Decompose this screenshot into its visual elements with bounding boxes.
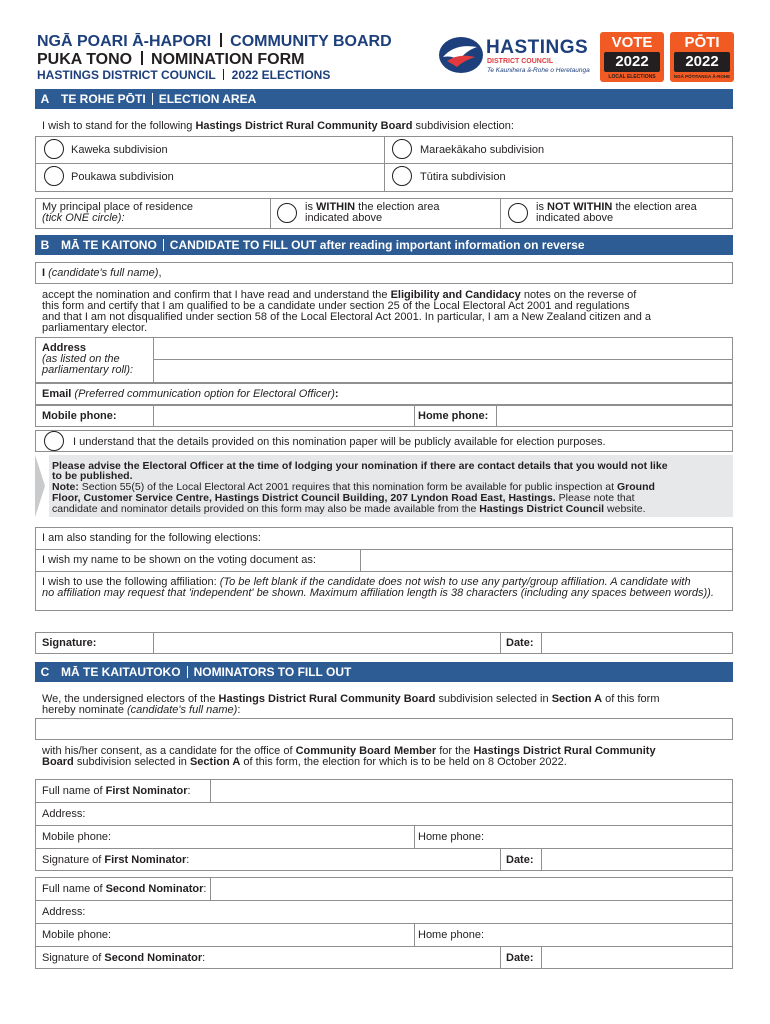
- second-nominator-home-label: Home phone:: [418, 929, 485, 941]
- first-nominator-home-label: Home phone:: [418, 831, 485, 843]
- poti-label: PŌTI: [684, 34, 720, 51]
- section-a-header: [35, 89, 733, 109]
- nominee-name-field[interactable]: [35, 718, 733, 740]
- second-nominator-address-field[interactable]: [100, 901, 732, 922]
- vote-caption: LOCAL ELECTIONS: [608, 74, 656, 80]
- tutira-label: Tūtira subdivision: [420, 171, 506, 183]
- residence-label: My principal place of residence: [42, 201, 194, 213]
- email-label: Email (Preferred communication option for Electoral Officer):: [42, 388, 339, 400]
- poukawa-radio[interactable]: [44, 166, 64, 186]
- section-c-letter: C: [40, 665, 50, 679]
- first-nominator-signature-label: Signature of First Nominator:: [42, 854, 190, 866]
- section-b-title-maori: MĀ TE KAITONO: [61, 238, 157, 252]
- public-consent-text: I understand that the details provided on this nomination paper will be publicly available for election purposes.: [73, 436, 606, 448]
- also-standing-field[interactable]: [300, 528, 732, 548]
- section-b-header: [35, 235, 733, 255]
- first-nominator-date-field[interactable]: [542, 849, 732, 870]
- second-nominator-mobile-label: Mobile phone:: [42, 929, 112, 941]
- subtitle-maori: PUKA TONO: [37, 51, 133, 68]
- note-line-2: Floor, Customer Service Centre, Hastings District Council Building, 207 Lyndon Road East, Hastings. Please note that: [52, 492, 635, 504]
- first-nominator-home-field[interactable]: [496, 826, 732, 847]
- note-line-1: Note: Section 55(5) of the Local Electoral Act 2001 requires that this nomination form be available for public inspection at Ground: [52, 481, 655, 493]
- second-nominator-date-label: Date:: [506, 952, 534, 964]
- first-nominator-name-field[interactable]: [211, 780, 732, 801]
- first-nominator-date-label: Date:: [506, 854, 534, 866]
- kaweka-radio[interactable]: [44, 139, 64, 159]
- council-line: [37, 68, 330, 82]
- accept-line-2: this form and certify that I am qualified to be a candidate under section 25 of the Local Electoral Act 2001 and regulations: [42, 300, 630, 312]
- second-nominator-name-label: Full name of Second Nominator:: [42, 883, 207, 895]
- section-a-title-maori: TE ROHE PŌTI: [61, 92, 146, 106]
- kaweka-label: Kaweka subdivision: [71, 144, 168, 156]
- section-a-title-english: ELECTION AREA: [158, 92, 257, 106]
- vote-badge: [600, 32, 664, 82]
- mobile-phone-field[interactable]: [154, 406, 414, 426]
- accept-line-4: parliamentary elector.: [42, 322, 148, 334]
- affiliation-hint: no affiliation may request that 'independent' be shown. Maximum affiliation length is 38 characters (including any spaces between words)).: [42, 587, 714, 599]
- first-nominator-address-field[interactable]: [100, 803, 732, 824]
- home-phone-field[interactable]: [497, 406, 732, 426]
- logo-name: HASTINGS: [486, 37, 589, 58]
- candidate-name-label: I (candidate's full name),: [42, 267, 162, 279]
- within-label: is WITHIN the election area: [305, 201, 440, 213]
- hastings-logo-icon: [437, 35, 487, 75]
- section-a-letter: A: [40, 92, 50, 106]
- section-c-title-maori: MĀ TE KAITAUTOKO: [61, 665, 181, 679]
- title-english: COMMUNITY BOARD: [230, 33, 392, 50]
- vote-label: VOTE: [611, 34, 653, 51]
- logo-sub: DISTRICT COUNCIL: [487, 58, 554, 65]
- second-nominator-signature-label: Signature of Second Nominator:: [42, 952, 206, 964]
- consent-line-2: Board subdivision selected in Section A of this form, the election for which is to be held on 8 October 2022.: [42, 756, 567, 768]
- name-shown-label: I wish my name to be shown on the voting document as:: [42, 554, 316, 566]
- section-b-title-english: CANDIDATE TO FILL OUT after reading important information on reverse: [169, 238, 585, 252]
- first-nominator-signature-field[interactable]: [211, 849, 500, 870]
- residence-hint: (tick ONE circle):: [42, 212, 125, 224]
- not-within-label-line2: indicated above: [536, 212, 614, 224]
- form-subtitle: [37, 51, 305, 69]
- second-nominator-date-field[interactable]: [542, 947, 732, 968]
- advise-arrow-icon: [35, 455, 49, 517]
- affiliation-label: I wish to use the following affiliation: (To be left blank if the candidate does not wish to use any party/group affiliation. A candidate with: [42, 576, 691, 588]
- name-shown-field[interactable]: [361, 550, 732, 570]
- advise-line-2: to be published.: [52, 470, 133, 482]
- section-a-intro: I wish to stand for the following Hastings District Rural Community Board subdivision election:: [42, 120, 514, 132]
- poti-badge: [670, 32, 734, 82]
- logo-tagline: Te Kaunihera ā-Rohe o Heretaunga: [487, 67, 590, 74]
- date-label: Date:: [506, 637, 534, 649]
- signature-field[interactable]: [154, 633, 500, 653]
- second-nominator-home-field[interactable]: [496, 924, 732, 945]
- first-nominator-mobile-field[interactable]: [130, 826, 414, 847]
- vote-year: 2022: [604, 52, 660, 72]
- within-radio[interactable]: [277, 203, 297, 223]
- home-phone-label: Home phone:: [418, 410, 489, 422]
- public-consent-checkbox[interactable]: [44, 431, 64, 451]
- maraekakaho-label: Maraekākaho subdivision: [420, 144, 545, 156]
- second-nominator-mobile-field[interactable]: [130, 924, 414, 945]
- council-name: HASTINGS DISTRICT COUNCIL: [37, 68, 216, 82]
- accept-line-3: and that I am not disqualified under section 58 of the Local Electoral Act 2001. In particular, I am a New Zealand citizen and a: [42, 311, 652, 323]
- subtitle-english: NOMINATION FORM: [151, 51, 305, 68]
- second-nominator-name-field[interactable]: [211, 878, 732, 899]
- nominate-line-2: hereby nominate (candidate's full name):: [42, 704, 241, 716]
- poukawa-label: Poukawa subdivision: [71, 171, 174, 183]
- affiliation-field[interactable]: [36, 599, 732, 610]
- poti-caption: NGĀ PŌTITANGA Ā-ROHE: [673, 74, 731, 79]
- tutira-radio[interactable]: [392, 166, 412, 186]
- not-within-label: is NOT WITHIN the election area: [536, 201, 697, 213]
- title-maori: NGĀ POARI Ā-HAPORI: [37, 33, 212, 50]
- address-label: Address: [42, 342, 87, 354]
- address-field[interactable]: [154, 338, 732, 382]
- date-field[interactable]: [542, 633, 732, 653]
- address-hint-1: (as listed on the: [42, 353, 120, 365]
- section-b-letter: B: [40, 238, 50, 252]
- also-standing-label: I am also standing for the following elections:: [42, 532, 261, 544]
- address-hint-2: parliamentary roll):: [42, 364, 134, 376]
- second-nominator-address-label: Address:: [42, 906, 86, 918]
- mobile-phone-label: Mobile phone:: [42, 410, 117, 422]
- form-title: [37, 33, 392, 51]
- advise-line-1: Please advise the Electoral Officer at the time of lodging your nomination if there are contact details that you would not like: [52, 460, 668, 472]
- signature-label: Signature:: [42, 637, 97, 649]
- not-within-radio[interactable]: [508, 203, 528, 223]
- section-c-title-english: NOMINATORS TO FILL OUT: [193, 665, 352, 679]
- second-nominator-signature-field[interactable]: [211, 947, 500, 968]
- elections-year: 2022 ELECTIONS: [231, 68, 331, 82]
- first-nominator-mobile-label: Mobile phone:: [42, 831, 112, 843]
- first-nominator-address-label: Address:: [42, 808, 86, 820]
- note-line-3: candidate and nominator details provided on this form may also be made available from the Hastings District Council website.: [52, 503, 646, 515]
- first-nominator-name-label: Full name of First Nominator:: [42, 785, 191, 797]
- maraekakaho-radio[interactable]: [392, 139, 412, 159]
- within-label-line2: indicated above: [305, 212, 383, 224]
- nominate-line-1: We, the undersigned electors of the Hastings District Rural Community Board subdivision selected in Section A of this form: [42, 693, 660, 705]
- section-c-header: [35, 662, 733, 682]
- accept-line-1: accept the nomination and confirm that I have read and understand the Eligibility and Candidacy notes on the reverse of: [42, 289, 637, 301]
- poti-year: 2022: [674, 52, 730, 72]
- consent-line-1: with his/her consent, as a candidate for the office of Community Board Member for the Hastings District Rural Community: [42, 745, 656, 757]
